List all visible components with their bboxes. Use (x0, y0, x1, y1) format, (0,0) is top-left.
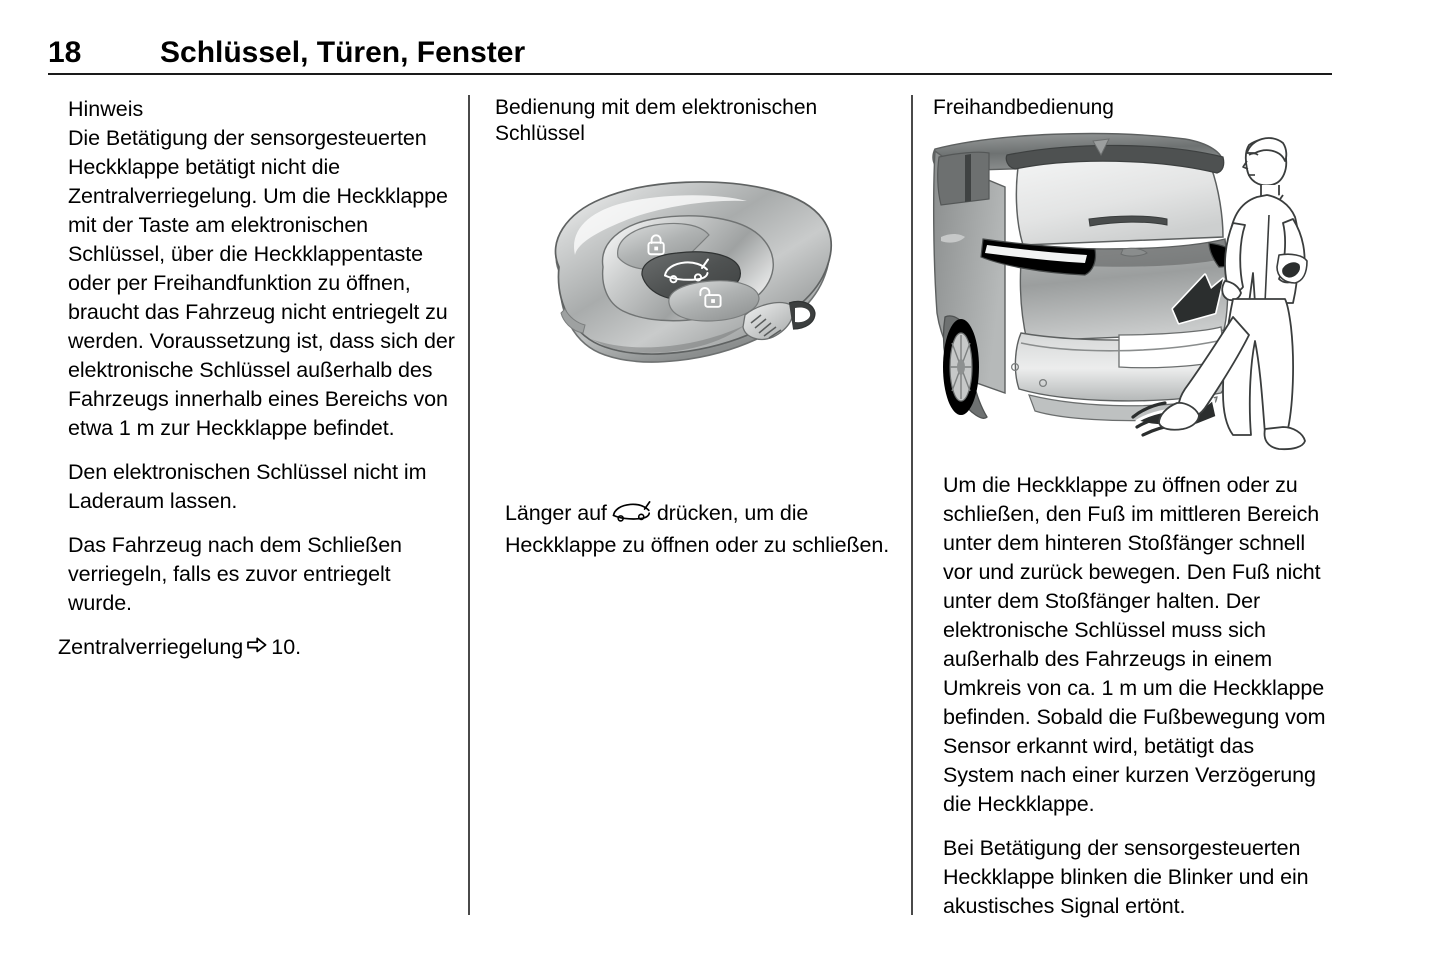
note-body-paragraph: Die Betätigung der sensorgesteuerten Heckklappe betätigt nicht die Zentralverriegelung. Um die Heckklappe mit der Taste am elektronischen Schlüssel, über die Heckklappentaste oder per Freihandfunktion zu öffnen, braucht das Fahrzeug nicht entriegelt zu werden. Voraussetzung ist, dass sich der elektronische Schlüssel außerhalb des Fahrzeugs innerhalb eines Bereichs von etwa 1 m zur Heckklappe befindet. (68, 126, 455, 440)
crossref-page-number: 10. (271, 635, 302, 659)
rear-window (1016, 156, 1223, 245)
column-divider-1 (468, 95, 470, 915)
column-2 (495, 95, 892, 575)
crossref-arrow-icon (246, 634, 268, 664)
caption-text-after: drücken, um die Heckklappe zu öffnen oder zu schließen. (505, 501, 890, 557)
caption-text-before: Länger auf (505, 501, 607, 525)
header-divider-rule (48, 73, 1332, 75)
figure-electronic-key-fob (495, 163, 892, 483)
heading-hands-free-operation: Freihandbedienung (933, 96, 1114, 119)
electronic-key-in-pocket (1277, 254, 1307, 283)
paragraph-do-not-leave-key: Den elektronischen Schlüssel nicht im Laderaum lassen. (68, 460, 427, 513)
side-window (938, 152, 989, 205)
key-fob-illustration (495, 163, 892, 483)
page-columns (0, 95, 1445, 920)
column-3 (933, 95, 1330, 936)
window-pillar (965, 154, 971, 202)
page-title: Schlüssel, Türen, Fenster (160, 36, 526, 69)
page-number: 18 (48, 36, 82, 69)
figure-hands-free-tailgate (927, 127, 1332, 457)
paragraph-lock-vehicle: Das Fahrzeug nach dem Schließen verriegeln, falls es zuvor entriegelt wurde. (68, 533, 402, 615)
note-heading: Hinweis (68, 97, 144, 121)
column-1 (58, 95, 455, 664)
column-divider-2 (911, 95, 913, 915)
hands-free-illustration (927, 127, 1332, 457)
car-open-tailgate-icon (611, 501, 653, 531)
heading-electronic-key-operation: Bedienung mit dem elektronischen Schlüssel (495, 96, 818, 145)
page-header (48, 36, 1332, 76)
crossref-label: Zentralverriegelung (58, 635, 244, 659)
caption-press-longer (495, 499, 892, 560)
paragraph-hands-free-instructions: Um die Heckklappe zu öffnen oder zu schließen, den Fuß im mittleren Bereich unter dem hinteren Stoßfänger schnell vor und zurück bewegen. Den Fuß nicht unter dem Stoßfänger halten. Der elektronische Schlüssel muss sich außerhalb des Fahrzeugs in einem Umkreis von ca. 1 m um die Heckklappe befinden. Sobald die Fußbewegung vom Sensor erkannt wird, betätigt das System nach einer kurzen Verzögerung die Heckklappe. (943, 473, 1326, 816)
crossref-central-locking (58, 633, 455, 664)
paragraph-indicator-and-signal: Bei Betätigung der sensorgesteuerten Heckklappe blinken die Blinker und ein akustisches Signal ertönt. (943, 836, 1309, 918)
